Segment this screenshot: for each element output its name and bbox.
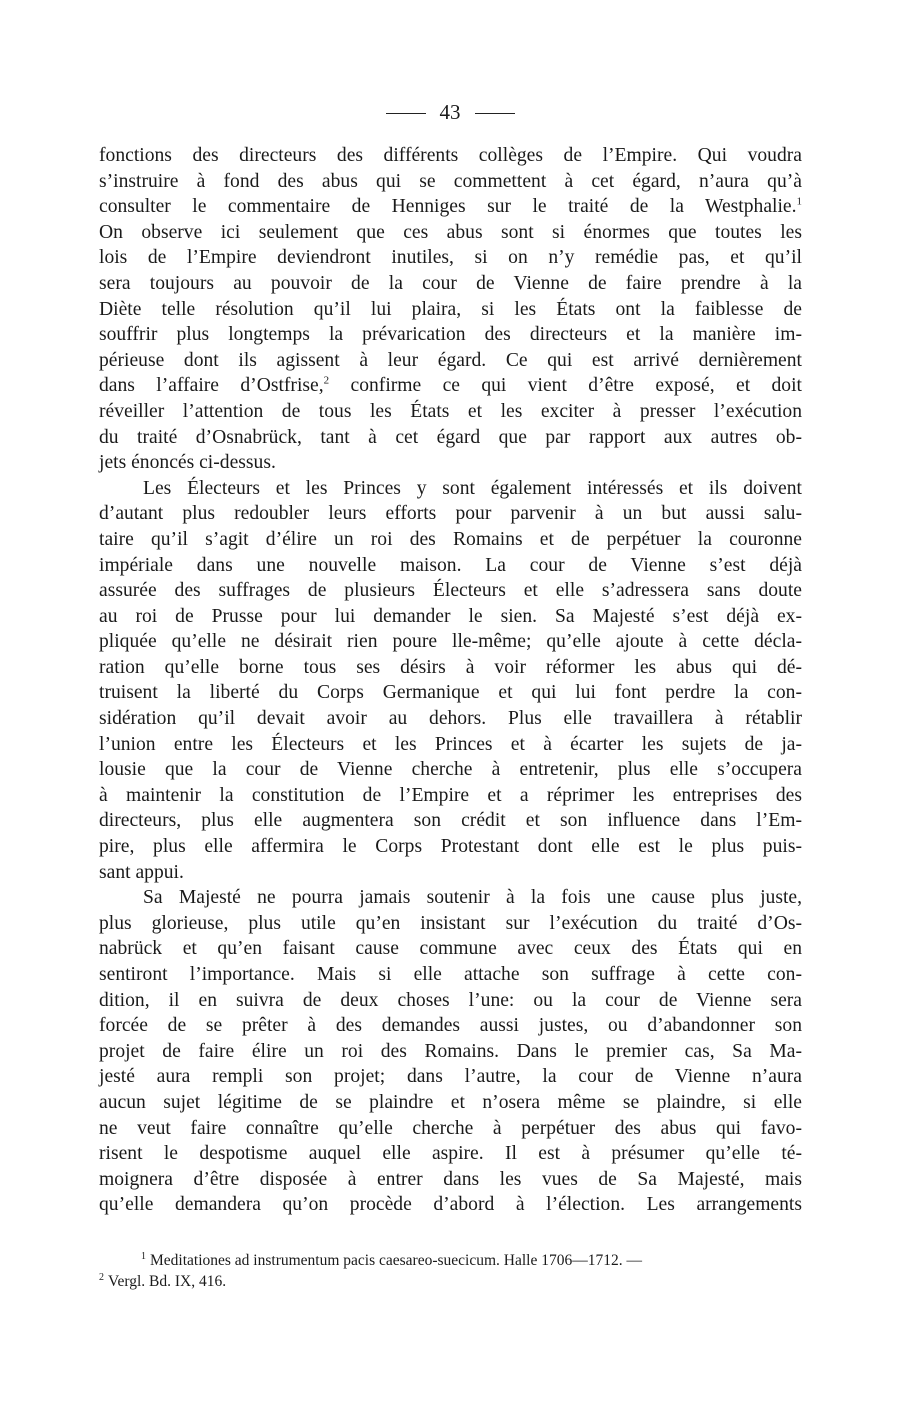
text-line: sentiront l’importance. Mais si elle attache son suffrage à cette con- (99, 964, 802, 985)
text-line: nabrück et qu’en faisant cause commune avec ceux des États qui en (99, 938, 802, 960)
text-line: lois de l’Empire deviendront inutiles, si on n’y remédie pas, et qu’il (99, 247, 802, 269)
text-line: ne veut faire connaître qu’elle cherche à perpétuer des abus qui favo- (99, 1117, 802, 1139)
text-line: truisent la liberté du Corps Germanique et qui lui font perdre la con- (99, 682, 802, 704)
text-line: jesté aura rempli son projet; dans l’autre, la cour de Vienne n’aura (99, 1066, 802, 1088)
text-line: sera toujours au pouvoir de la cour de Vienne de faire prendre à la (99, 272, 802, 294)
text-line: réveiller l’attention de tous les États et les exciter à presser l’exécution (99, 400, 802, 422)
text-segment: consulter le commentaire de Henniges sur le traité de la Westphalie. (99, 196, 797, 218)
text-line: Diète telle résolution qu’il lui plaira, si les États ont la faiblesse de (99, 298, 802, 320)
text-line: moignera d’être disposée à entrer dans les vues de Sa Majesté, mais (99, 1168, 802, 1190)
text-line: On observe ici seulement que ces abus sont si énormes que toutes les (99, 221, 802, 243)
text-line: qu’elle demandera qu’on procède d’abord à l’élection. Les arrangements (99, 1194, 802, 1216)
page-header (0, 100, 900, 125)
text-line: l’union entre les Électeurs et les Princes et à écarter les sujets de ja- (99, 733, 802, 755)
text-line: sidération qu’il devait avoir au dehors. Plus elle travaillera à rétablir (99, 708, 802, 730)
text-line: à maintenir la constitution de l’Empire et a réprimer les entreprises des (99, 784, 802, 806)
footnote-mark: 2 (99, 1271, 104, 1283)
text-line: sant appui. (99, 861, 184, 883)
text-line: taire qu’il s’agit d’élire un roi des Romains et de perpétuer la couronne (99, 528, 802, 550)
text-line (99, 194, 802, 220)
text-line: au roi de Prusse pour lui demander le sien. Sa Majesté s’est déjà ex- (99, 605, 802, 627)
text-line: forcée de se prêter à des demandes aussi justes, ou d’abandonner son (99, 1015, 802, 1037)
text-line: jets énoncés ci-dessus. (99, 452, 276, 474)
text-line: fonctions des directeurs des différents collèges de l’Empire. Qui voudra (99, 145, 802, 166)
text-line: du traité d’Osnabrück, tant à cet égard que par rapport aux autres ob- (99, 426, 802, 448)
page-number: 43 (439, 100, 461, 124)
text-line: souffrir plus longtemps la prévarication des directeurs et la manière im- (99, 324, 802, 346)
text-line: projet de faire élire un roi des Romains. Dans le premier cas, Sa Ma- (99, 1040, 802, 1062)
text-line: plus glorieuse, plus utile qu’en insistant sur l’exécution du traité d’Os- (99, 912, 802, 934)
footnote-2 (99, 1271, 802, 1292)
text-line: pire, plus elle affermira le Corps Protestant dont elle est le plus puis- (99, 836, 802, 858)
text-line: risent le despotisme auquel elle aspire. Il est à présumer qu’elle té- (99, 1143, 802, 1165)
footnote-text: Vergl. Bd. IX, 416. (108, 1273, 227, 1290)
footnote-ref-2: 2 (323, 374, 330, 387)
text-segment: confirme ce qui vient d’être exposé, et doit (350, 375, 802, 397)
text-line: assurée des suffrages de plusieurs Électeurs et elle s’adressera sans doute (99, 580, 802, 602)
text-segment: dans l’affaire d’Ostfrise, (99, 375, 324, 397)
text-line: directeurs, plus elle augmentera son crédit et son influence dans l’Em- (99, 810, 802, 832)
left-rule (386, 113, 426, 114)
footnotes (99, 1250, 802, 1292)
right-rule (475, 113, 515, 114)
footnote-ref-1: 1 (796, 195, 802, 208)
text-line: d’autant plus redoubler leurs efforts pour parvenir à un but aussi salu- (99, 503, 802, 525)
text-line: pliquée qu’elle ne désirait rien poure lle-même; qu’elle ajoute à cette décla- (99, 631, 802, 653)
text-line: Sa Majesté ne pourra jamais soutenir à la fois une cause plus juste, (143, 887, 802, 909)
text-line: impériale dans une nouvelle maison. La cour de Vienne s’est déjà (99, 554, 802, 576)
text-line: périeuse dont ils agissent à leur égard. Ce qui est arrivé dernièrement (99, 349, 802, 371)
footnote-1 (99, 1250, 802, 1271)
text-line: aucun sujet légitime de se plaindre et n’osera même se plaindre, si elle (99, 1091, 802, 1113)
text-line: lousie que la cour de Vienne cherche à entretenir, plus elle s’occupera (99, 759, 802, 781)
footnote-text: Meditationes ad instrumentum pacis caesareo-suecicum. Halle 1706—1712. — (150, 1252, 642, 1269)
text-line (99, 373, 802, 399)
text-line: ration qu’elle borne tous ses désirs à voir réformer les abus qui dé- (99, 656, 802, 678)
text-line: Les Électeurs et les Princes y sont également intéressés et ils doivent (143, 477, 802, 499)
footnote-mark: 1 (141, 1250, 146, 1262)
text-line: dition, il en suivra de deux choses l’une: ou la cour de Vienne sera (99, 989, 802, 1011)
body-text (99, 143, 802, 1218)
text-line: s’instruire à fond des abus qui se commettent à cet égard, n’aura qu’à (99, 170, 802, 192)
